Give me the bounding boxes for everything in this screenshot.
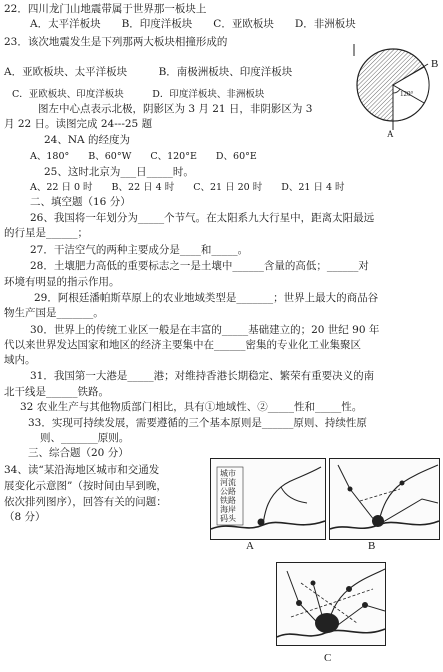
section2-title: 二、填空题（16 分）	[30, 196, 131, 208]
q31-line1: 31．我国第一大港是_____港；对维持香港长期稳定、繁荣有重要决义的南	[30, 370, 375, 382]
map-a	[210, 458, 326, 540]
q23-options-row2: C．亚欧板块、印度洋板块 D．印度洋板块、非洲板块	[12, 89, 265, 100]
polar-diagram	[348, 40, 440, 140]
q32-text: 32 农业生产与其他物质部门相比，具有①地域性、②_____性和_____性。	[20, 401, 363, 413]
map-b	[329, 458, 440, 540]
section3-title: 三、综合题（20 分）	[28, 447, 129, 459]
map-a-legend: 城市 河流 公路 铁路 海岸 码头	[220, 469, 236, 523]
q30-line2: 代以来世界发达国家和地区的经济主要集中在______密集的专业化工业集聚区	[4, 339, 361, 351]
q26-line1: 26、我国将一年划分为_____个节气。在太阳系九大行星中，距离太阳最远	[30, 212, 375, 224]
intro-line1: 图左中心点表示北极，阴影区为 3 月 21 日，非阴影区为 3	[38, 103, 313, 115]
q25-stem: 25、这时北京为___日_____时。	[44, 166, 194, 178]
intro-line2: 月 22 日。读图完成 24---25 题	[4, 118, 153, 130]
q24-options: A、180° B、60°W C、120°E D、60°E	[30, 151, 257, 162]
q22-options: A．太平洋板块 B．印度洋板块 C．亚欧板块 D．非洲板块	[30, 18, 356, 30]
q24-stem: 24、NA 的经度为	[44, 134, 130, 146]
q23-stem: 23．该次地震发生是下列那两大板块相撞形成的	[4, 36, 228, 48]
map-c	[276, 562, 386, 646]
q34-line2: 展变化示意图”（按时间由早到晚，	[4, 480, 167, 492]
q28-line2: 环境有明显的指示作用。	[4, 276, 120, 288]
polar-label-a: A	[387, 129, 394, 139]
q25-options: A、22 日 0 时 B、22 日 4 时 C、21 日 20 时 D、21 日 4 时	[30, 182, 345, 193]
q34-line4: （8 分）	[4, 511, 46, 523]
map-a-label: A	[246, 540, 254, 552]
q23-options-row1: A．亚欧板块、太平洋板块 B．南极洲板块、印度洋板块	[4, 66, 293, 78]
polar-figure	[348, 40, 440, 140]
q26-line2: 的行星是______；	[4, 227, 88, 239]
q33-line1: 33．实现可持续发展，需要遵循的三个基本原则是______原则、持续性原	[28, 417, 367, 429]
map-c-drawing	[277, 563, 385, 645]
q29-line1: 29．阿根廷潘帕斯草原上的农业地域类型是_______；世界上最大的商品谷	[34, 292, 379, 304]
q27-text: 27．干洁空气的两种主要成分是____和_____。	[30, 244, 249, 256]
q30-line1: 30．世界上的传统工业区一般是在丰富的_____基础建立的；20 世纪 90 年	[30, 324, 380, 336]
q22-stem: 22．四川龙门山地震带属于世界那一板块上	[4, 3, 207, 15]
map-c-label: C	[324, 652, 332, 664]
q28-line1: 28．土壤肥力高低的重要标志之一是土壤中______含量的高低；______对	[30, 260, 369, 272]
q29-line2: 物生产国是_______。	[4, 307, 104, 319]
map-b-drawing	[330, 459, 439, 539]
q31-line2: 北干线是______铁路。	[4, 386, 109, 398]
q30-line3: 域内。	[4, 354, 36, 366]
map-b-label: B	[368, 540, 376, 552]
q34-line1: 34、读“某沿海地区城市和交通发	[4, 464, 160, 476]
q34-line3: 依次排列图序），回答有关的问题：	[4, 496, 167, 508]
polar-label-b: B	[431, 58, 439, 70]
q33-line2: 则、_______原则。	[40, 432, 130, 444]
polar-angle-label: 120°	[400, 90, 414, 98]
